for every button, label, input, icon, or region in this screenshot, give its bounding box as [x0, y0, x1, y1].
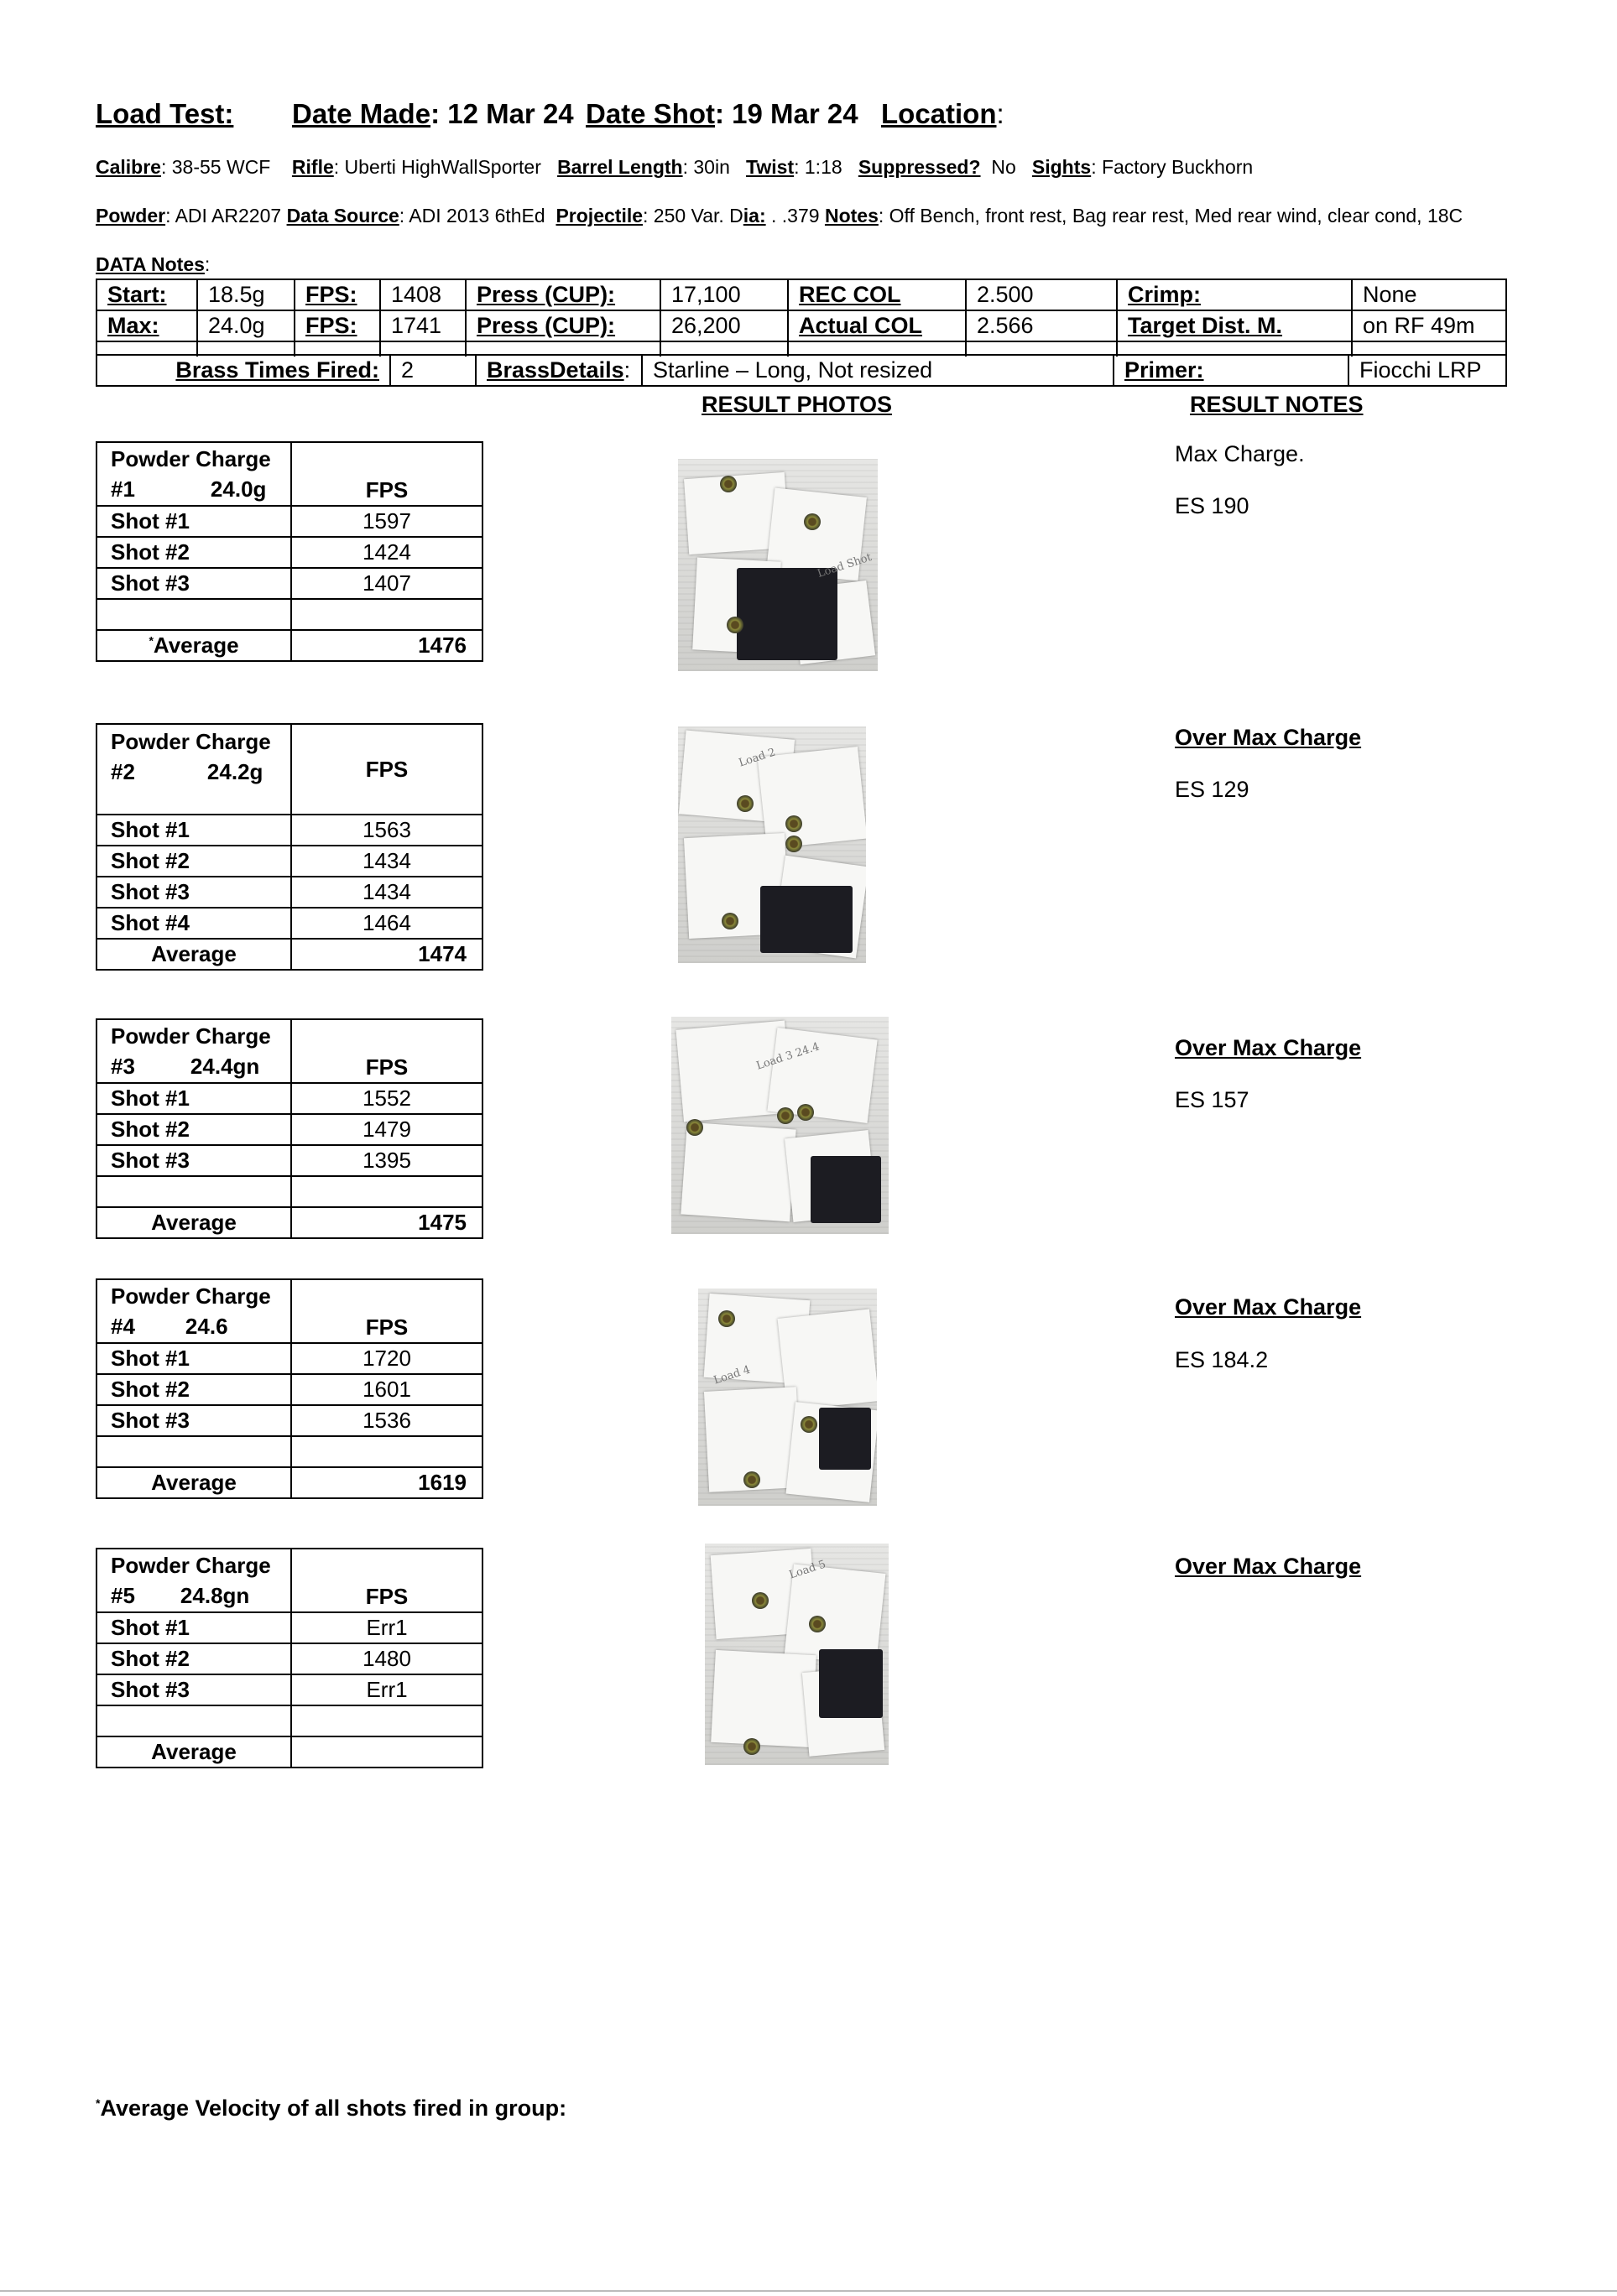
- crimp: None: [1352, 279, 1506, 310]
- charge-title: Powder Charge #3 24.4gn: [96, 1019, 291, 1083]
- brass-fired-label: Brass Times Fired:: [96, 355, 390, 386]
- average-row: Average 1619: [96, 1467, 482, 1498]
- note-3-line-2: ES 157: [1175, 1087, 1249, 1112]
- table-row: [96, 1705, 482, 1736]
- result-photo-5: [705, 1544, 889, 1765]
- table-row: Shot #1 1563: [96, 815, 482, 846]
- note-2-line-2: ES 129: [1175, 777, 1249, 802]
- table-row: Shot #1 Err1: [96, 1612, 482, 1643]
- rifle-info-line: Calibre: 38-55 WCF Rifle: Uberti HighWallSporter Barrel Length: 30in Twist: 1:18 Suppressed? No Sights: Factory Buckhorn: [96, 156, 1254, 178]
- brass-row: [96, 355, 1506, 386]
- crimp-label: Crimp:: [1117, 279, 1352, 310]
- result-photo-3: [671, 1017, 889, 1234]
- note-1-line-1: Max Charge.: [1175, 441, 1305, 466]
- average-row: Average: [96, 1736, 482, 1768]
- charge-title: Powder Charge #1 24.0g: [96, 442, 291, 506]
- table-row: Shot #3 1434: [96, 877, 482, 908]
- table-row: Shot #1 1552: [96, 1083, 482, 1114]
- note-3-line-1: Over Max Charge: [1175, 1035, 1362, 1060]
- table-row: Shot #3 1536: [96, 1405, 482, 1436]
- average-row: Average 1474: [96, 939, 482, 970]
- brass-fired: 2: [390, 355, 476, 386]
- fps-header: FPS: [291, 1019, 482, 1083]
- result-photo-1: [678, 459, 878, 671]
- date-shot: Date Shot: 19 Mar 24: [586, 98, 858, 129]
- rec-col: 2.500: [966, 279, 1117, 310]
- note-4-line-2: ES 184.2: [1175, 1347, 1269, 1372]
- charge-table-3: [96, 1018, 483, 1239]
- note-4-line-1: Over Max Charge: [1175, 1294, 1362, 1320]
- start-fps: 1408: [380, 279, 466, 310]
- note-5-line-1: Over Max Charge: [1175, 1554, 1362, 1579]
- table-row: Shot #1 1597: [96, 506, 482, 537]
- photo-scribble: Load 3 24.4: [754, 1040, 822, 1073]
- primer-label: Primer:: [1114, 355, 1348, 386]
- table-row: Shot #3 1395: [96, 1145, 482, 1176]
- brass-details-label: BrassDetails:: [476, 355, 642, 386]
- fps-header: FPS: [291, 1549, 482, 1612]
- charge-title: Powder Charge #5 24.8gn: [96, 1549, 291, 1612]
- note-1-line-2: ES 190: [1175, 493, 1249, 518]
- max-value: 24.0g: [197, 310, 295, 341]
- charge-header: [96, 442, 482, 506]
- data-row-start: [96, 279, 1506, 310]
- table-row: [96, 1436, 482, 1467]
- average-row: *Average 1476: [96, 630, 482, 661]
- average-row: Average 1475: [96, 1207, 482, 1238]
- actual-col: 2.566: [966, 310, 1117, 341]
- photo-scribble: Load 2: [737, 746, 778, 770]
- table-row: Shot #2 1601: [96, 1374, 482, 1405]
- note-2-line-1: Over Max Charge: [1175, 725, 1362, 750]
- fps-label: FPS:: [295, 279, 380, 310]
- table-row: [96, 1176, 482, 1207]
- photo-scribble: Load 5: [787, 1558, 828, 1582]
- charge-title: Powder Charge #2 24.2g: [96, 724, 291, 815]
- table-row: Shot #3 Err1: [96, 1674, 482, 1705]
- charge-table-4: [96, 1278, 483, 1499]
- max-press: 26,200: [660, 310, 788, 341]
- max-label: Max:: [96, 310, 197, 341]
- load-test-heading: Load Test:: [96, 98, 234, 129]
- brass-details: Starline – Long, Not resized: [642, 355, 1114, 386]
- fps-header: FPS: [291, 442, 482, 506]
- start-value: 18.5g: [197, 279, 295, 310]
- result-notes-header: RESULT NOTES: [1190, 392, 1364, 417]
- data-table: [96, 279, 1507, 357]
- fps-label: FPS:: [295, 310, 380, 341]
- target-dist-label: Target Dist. M.: [1117, 310, 1352, 341]
- table-row: Shot #3 1407: [96, 568, 482, 599]
- powder-info-line: Powder: ADI AR2207 Data Source: ADI 2013 6thEd Projectile: 250 Var. Dia: . .379 Notes: Off Bench, front rest, Bag rear rest, Med rear wind, clear cond, 18C: [96, 205, 1463, 226]
- table-row: Shot #2 1480: [96, 1643, 482, 1674]
- primer: Fiocchi LRP: [1348, 355, 1506, 386]
- result-photos-header: RESULT PHOTOS: [702, 392, 893, 417]
- start-press: 17,100: [660, 279, 788, 310]
- table-row: Shot #1 1720: [96, 1343, 482, 1374]
- data-row-max: [96, 310, 1506, 341]
- charge-header: [96, 1549, 482, 1612]
- date-made: Date Made: 12 Mar 24: [292, 98, 574, 129]
- location: Location:: [881, 98, 1004, 129]
- photo-scribble: Load Shot: [816, 551, 874, 581]
- footer-note: *Average Velocity of all shots fired in group:: [96, 2096, 567, 2121]
- charge-header: [96, 724, 482, 815]
- result-photo-2: [678, 726, 866, 963]
- start-label: Start:: [96, 279, 197, 310]
- table-row: Shot #2 1479: [96, 1114, 482, 1145]
- max-fps: 1741: [380, 310, 466, 341]
- result-photo-4: [698, 1289, 877, 1506]
- charge-table-1: [96, 441, 483, 662]
- page-bottom-rule: [0, 2290, 1617, 2292]
- charge-header: [96, 1019, 482, 1083]
- press-label: Press (CUP):: [466, 310, 660, 341]
- table-row: [96, 599, 482, 630]
- rec-col-label: REC COL: [788, 279, 966, 310]
- fps-header: FPS: [291, 724, 482, 815]
- table-row: Shot #2 1424: [96, 537, 482, 568]
- actual-col-label: Actual COL: [788, 310, 966, 341]
- photo-scribble: Load 4: [712, 1363, 753, 1387]
- charge-title: Powder Charge #4 24.6: [96, 1279, 291, 1343]
- press-label: Press (CUP):: [466, 279, 660, 310]
- fps-header: FPS: [291, 1279, 482, 1343]
- data-notes-label: DATA Notes:: [96, 253, 211, 275]
- charge-header: [96, 1279, 482, 1343]
- table-row: Shot #4 1464: [96, 908, 482, 939]
- table-row: Shot #2 1434: [96, 846, 482, 877]
- brass-table: [96, 354, 1507, 387]
- target-dist: on RF 49m: [1352, 310, 1506, 341]
- charge-table-2: [96, 723, 483, 971]
- charge-table-5: [96, 1548, 483, 1768]
